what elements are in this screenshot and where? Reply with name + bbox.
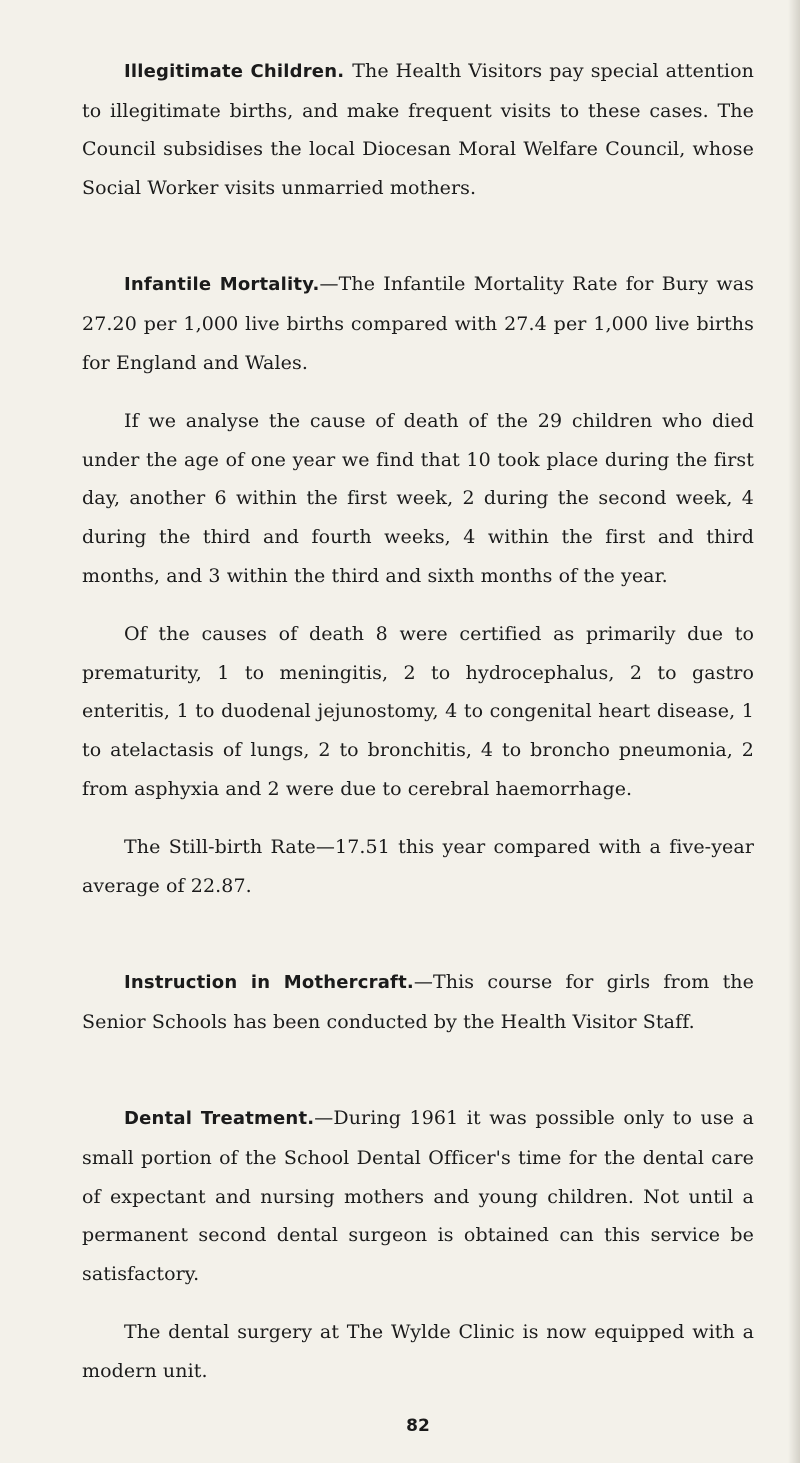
paragraph-dental-surgery: The dental surgery at The Wylde Clinic is now equipped with a modern unit.	[82, 1321, 754, 1383]
paragraph-causes-of-death: Of the causes of death 8 were certified as primarily due to prematurity, 1 to meningitis, 2 to hydrocephalus, 2 to gastro enteritis, 1 to duodenal jejunostomy, 4 to congenital heart disease, 1 to atelactasis of lungs, 2 to bronchitis, 4 to broncho pneumonia, 2 from asphyxia and 2 were due to cerebral haemorrhage.	[82, 623, 754, 800]
spacer	[82, 905, 754, 963]
heading-instruction-mothercraft: Instruction in Mothercraft.	[124, 972, 414, 994]
paragraph-instruction-mothercraft	[82, 963, 754, 1041]
paragraph-infantile-mortality	[82, 265, 754, 382]
page-number: 82	[406, 1416, 430, 1436]
heading-infantile-mortality: Infantile Mortality.	[124, 274, 320, 296]
spacer	[82, 1293, 754, 1313]
spacer	[82, 1041, 754, 1099]
heading-dental-treatment: Dental Treatment.	[124, 1108, 315, 1130]
spacer	[82, 808, 754, 828]
spacer	[82, 382, 754, 402]
text-dental-treatment: —During 1961 it was possible only to use a small portion of the School Dental Officer's time for the dental care of expectant and nursing mothers and young children. Not until a permanent second dental surgeon is obtained can this service be satisfactory.	[82, 1107, 754, 1285]
document-page	[82, 52, 754, 1436]
paragraph-illegitimate-children	[82, 52, 754, 207]
paragraph-still-birth-rate: The Still-birth Rate—17.51 this year compared with a five-year average of 22.87.	[82, 836, 754, 897]
text-illegitimate-children: The Health Visitors pay special attention to illegitimate births, and make frequent visits to these cases. The Council subsidises the local Diocesan Moral Welfare Council, whose Social Worker visits unmarried mothers.	[82, 60, 754, 199]
heading-illegitimate-children: Illegitimate Children.	[124, 61, 345, 82]
text-instruction-mothercraft: —This course for girls from the Senior Schools has been conducted by the Health Visitor Staff.	[82, 971, 754, 1033]
paragraph-infant-death-timing: If we analyse the cause of death of the 29 children who died under the age of one year we find that 10 took place during the first day, another 6 within the first week, 2 during the second week, 4 during the third and fourth weeks, 4 within the first and third months, and 3 within the third and sixth months of the year.	[82, 410, 754, 587]
paragraph-dental-treatment	[82, 1099, 754, 1293]
page-edge-shadow	[788, 0, 800, 1463]
text-infantile-mortality: —The Infantile Mortality Rate for Bury was 27.20 per 1,000 live births compared with 27.4 per 1,000 live births for England and Wales.	[82, 273, 754, 374]
spacer	[82, 207, 754, 265]
spacer	[82, 595, 754, 615]
